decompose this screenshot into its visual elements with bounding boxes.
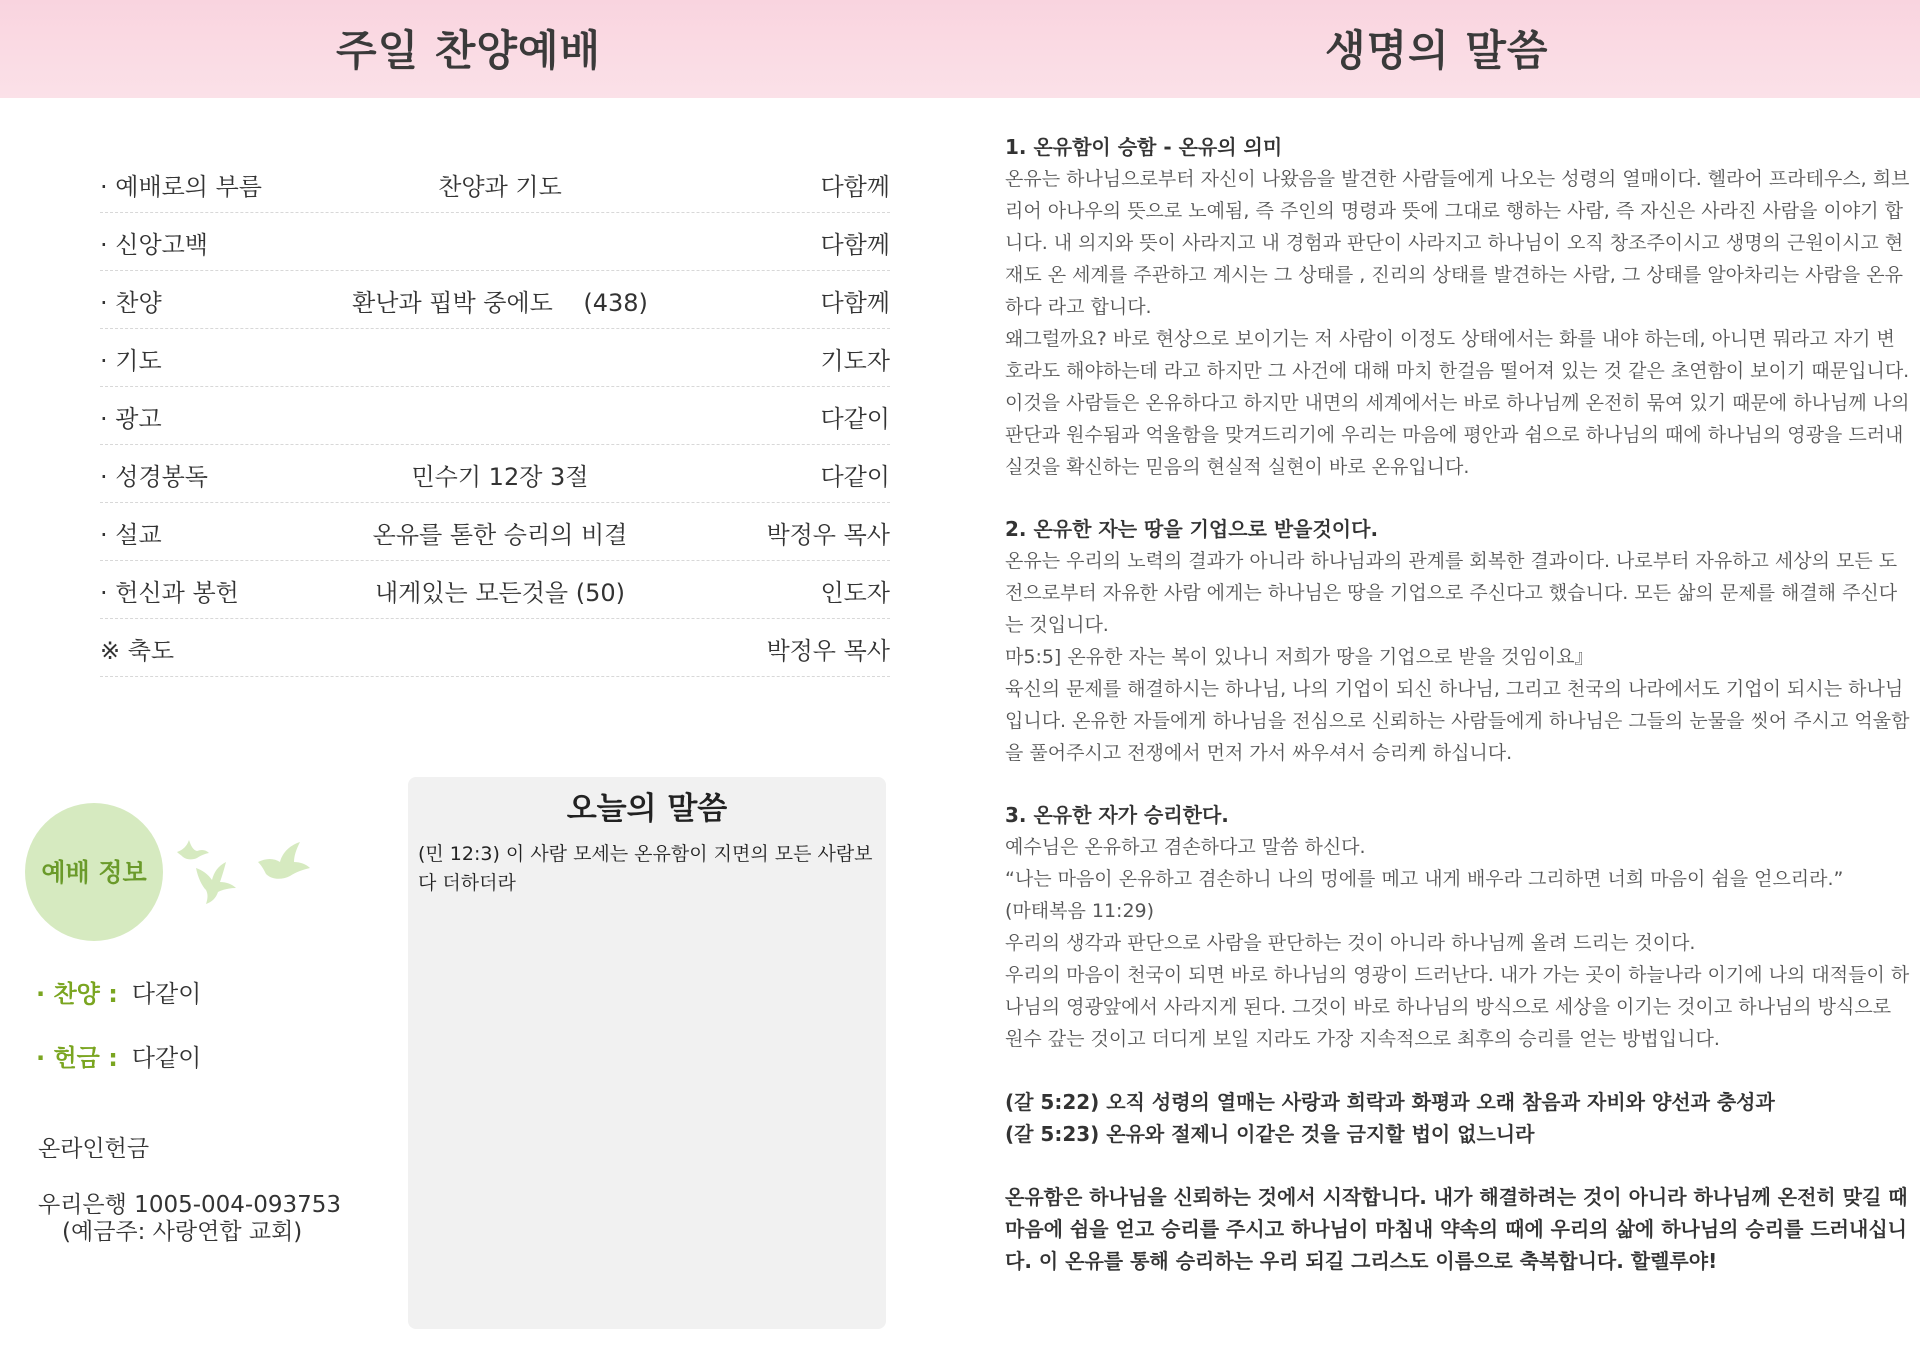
order-item: 온유를 톧한 승리의 비결 (372, 521, 628, 549)
order-row (100, 387, 890, 445)
paragraph: 우리의 마음이 천국이 되면 바로 하나님의 영광이 드러난다. 내가 가는 곳이 하늘나라 이기에 나의 대적들이 하나님의 영광앞에서 사라지게 된다. 그것이 바로 하나님의 방식으로 세상을 이기는 것이고 하나님의 방식으로 원수 갚는 것이고 더디게 보일 지라도 가장 지속적으로 최후의 승리를 얻는 방법입니다. (1005, 964, 1910, 1050)
dove-icon (192, 858, 238, 906)
section-title: 3. 온유한 자가 승리한다. (1005, 803, 1229, 827)
section-title: 2. 온유한 자는 땅을 기업으로 받을것이다. (1005, 517, 1379, 541)
today-word-title: 오늘의 말씀 (566, 791, 728, 827)
paragraph: 왜그럴까요? 바로 현상으로 보이기는 저 사람이 이정도 상태에서는 화를 내야 하는데, 아니면 뭐라고 자기 변호라도 해야하는데 라고 하지만 그 사건에 대해 마치 한걸음 떨어져 있는 것 같은 초연함이 보이기 때문입니다. 이것을 사람들은 온유하다고 하지만 내면의 세계에서는 바로 하나님께 온전히 묶여 있기 때문에 하나님께 나의 판단과 원수됨과 억울함을 맞겨드리기에 우리는 마음에 평안과 쉼으로 하나님의 때에 하나님의 영광을 드러내실것을 확신하는 믿음의 현실적 실현이 바로 온유입니다. (1005, 328, 1910, 478)
paragraph: 육신의 문제를 해결하시는 하나님, 나의 기업이 되신 하나님, 그리고 천국의 나라에서도 기업이 되시는 하나님 입니다. 온유한 자들에게 하나님을 전심으로 신뢰하는 사람들에게 하나님은 그들의 눈물을 씻어 주시고 억울함을 풀어주시고 전쟁에서 먼저 가서 싸우셔서 승리케 하십니다. (1005, 678, 1910, 764)
order-label: ※ 축도 (100, 637, 175, 665)
scripture-verses (1005, 1086, 1910, 1150)
order-label: · 성경봉독 (100, 463, 208, 491)
order-leader: 기도자 (820, 347, 890, 375)
paragraph: 마5:5] 온유한 자는 복이 있나니 저희가 땅을 기업으로 받을 것임이요』 (1005, 646, 1594, 668)
offering-info (36, 1038, 201, 1073)
order-label: · 예배로의 부름 (100, 173, 262, 201)
online-offering-label: 온라인헌금 (38, 1136, 150, 1162)
verse-line: (갈 5:22) 오직 성령의 열매는 사랑과 희락과 화평과 오래 참음과 자비와 양선과 충성과 (1005, 1090, 1775, 1114)
paragraph: “나는 마음이 온유하고 겸손하니 나의 멍에를 메고 내게 배우라 그리하면 너희 마음이 쉼을 얻으리라.” (1005, 868, 1844, 890)
order-label: · 설교 (100, 521, 162, 549)
order-row (100, 155, 890, 213)
dove-icon (256, 840, 312, 882)
today-word-text: (민 12:3) 이 사람 모세는 온유함이 지면의 모든 사람보다 더하더라 (418, 843, 873, 894)
sermon-section (1005, 800, 1910, 1055)
account-holder: (예금주: 사랑연합 교회) (62, 1219, 303, 1245)
order-row (100, 445, 890, 503)
today-word-box (408, 777, 886, 1329)
order-of-service (100, 155, 890, 677)
order-item: 민수기 12장 3절 (411, 463, 589, 491)
order-label: · 찬양 (100, 289, 162, 317)
order-label: · 신앙고백 (100, 231, 208, 259)
order-leader: 다함께 (820, 231, 890, 259)
section-title: 1. 온유함이 승함 - 온유의 의미 (1005, 135, 1283, 159)
worship-info-title: 예배 정보 (41, 858, 147, 887)
worship-info-badge (25, 803, 163, 941)
order-label: · 광고 (100, 405, 162, 433)
paragraph: 온유는 하나님으로부터 자신이 나왔음을 발견한 사람들에게 나오는 성령의 열매이다. 헬라어 프라테우스, 희브리어 아나우의 뜻으로 노예됨, 즉 주인의 명령과 뜻에 그대로 행하는 사람, 즉 자신은 사라진 사람을 이야기 합니다. 내 의지와 뜻이 사라지고 내 경험과 판단이 사라지고 하나님이 오직 창조주이시고 생명의 근원이시고 현재도 온 세계를 주관하고 계시는 그 상태를 , 진리의 상태를 발견하는 사람, 그 상태를 알아차리는 사람을 온유하다 라고 합니다. (1005, 168, 1910, 318)
order-leader: 인도자 (820, 579, 890, 607)
right-page-title: 생명의 말씀 (1325, 26, 1549, 75)
paragraph: 예수님은 온유하고 겸손하다고 말씀 하신다. (1005, 836, 1366, 858)
order-leader: 박정우 목사 (766, 521, 890, 549)
order-label: · 기도 (100, 347, 162, 375)
order-row (100, 619, 890, 677)
order-leader: 다함께 (820, 289, 890, 317)
praise-value: 다같이 (131, 980, 202, 1008)
sermon-section (1005, 514, 1910, 769)
sermon-section (1005, 132, 1910, 483)
conclusion: 온유함은 하나님을 신뢰하는 것에서 시작합니다. 내가 해결하려는 것이 아니라 하나님께 온전히 맞길 때 마음에 쉼을 얻고 승리를 주시고 하나님이 마침내 약속의 때에 우리의 삶에 하나님의 승리를 드러내십니다. 이 온유를 통해 승리하는 우리 되길 그리스도 이름으로 축복합니다. 할렐루야! (1005, 1185, 1908, 1273)
order-leader: 박정우 목사 (766, 637, 890, 665)
order-label: · 헌신과 봉헌 (100, 579, 239, 607)
order-leader: 다같이 (820, 405, 890, 433)
paragraph: 우리의 생각과 판단으로 사람을 판단하는 것이 아니라 하나님께 올려 드리는 것이다. (1005, 932, 1696, 954)
header-band (0, 0, 1920, 98)
order-row (100, 213, 890, 271)
offering-label: · 헌금 : (36, 1044, 118, 1072)
order-item: 환난과 핍박 중에도 (438) (352, 289, 648, 317)
order-row (100, 503, 890, 561)
bank-account: 우리은행 1005-004-093753 (38, 1192, 342, 1218)
order-item: 내게있는 모든것을 (50) (375, 579, 625, 607)
order-leader: 다같이 (820, 463, 890, 491)
paragraph: (마태복음 11:29) (1005, 900, 1155, 922)
praise-info (36, 974, 201, 1009)
left-page-title: 주일 찬양예배 (336, 26, 602, 75)
sermon-column (1005, 132, 1910, 1277)
praise-label: · 찬양 : (36, 980, 118, 1008)
order-item: 찬양과 기도 (438, 173, 562, 201)
order-row (100, 561, 890, 619)
verse-line: (갈 5:23) 온유와 절제니 이같은 것을 금지할 법이 없느니라 (1005, 1122, 1535, 1146)
paragraph: 온유는 우리의 노력의 결과가 아니라 하나님과의 관계를 회복한 결과이다. 나로부터 자유하고 세상의 모든 도전으로부터 자유한 사람 에게는 하나님은 땅을 기업으로 주신다고 했습니다. 모든 삶의 문제를 해결해 주신다는 것입니다. (1005, 550, 1898, 636)
order-row (100, 271, 890, 329)
offering-value: 다같이 (131, 1044, 202, 1072)
order-leader: 다함께 (820, 173, 890, 201)
order-row (100, 329, 890, 387)
